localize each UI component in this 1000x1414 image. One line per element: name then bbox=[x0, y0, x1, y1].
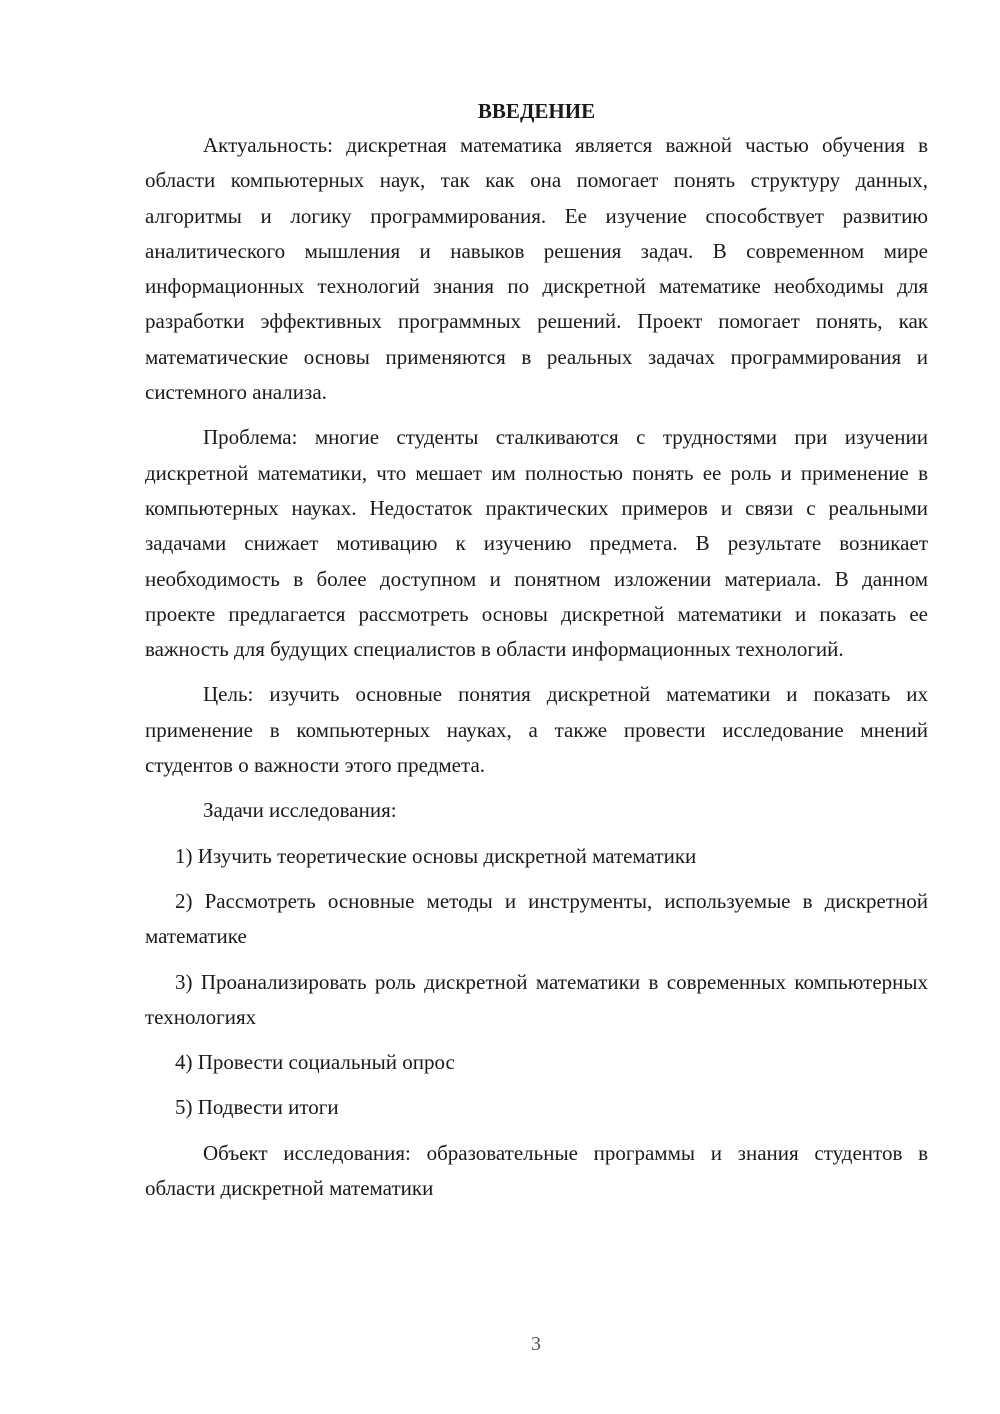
task-item-3: 3) Проанализировать роль дискретной математики в современных компьютерных технологиях bbox=[145, 969, 928, 1029]
task-item-4: 4) Провести социальный опрос bbox=[175, 1050, 455, 1075]
paragraph-problem: Проблема: многие студенты сталкиваются с трудностями при изучении дискретной математики, что мешает им полностью понять ее роль и применение в компьютерных науках. Недостаток практических примеров и связи с реальными задачами снижает мотивацию к изучению предмета. В результате возникает необходимость в более доступном и понятном изложении материала. В данном проекте предлагается рассмотреть основы дискретной математики и показать ее важность для будущих специалистов в области информационных технологий. bbox=[145, 425, 928, 662]
tasks-heading: Задачи исследования: bbox=[203, 798, 397, 823]
section-title: ВВЕДЕНИЕ bbox=[477, 99, 596, 123]
page-number: 3 bbox=[531, 1333, 541, 1355]
paragraph-object: Объект исследования: образовательные программы и знания студентов в области дискретной математики bbox=[145, 1140, 928, 1201]
paragraph-goal: Цель: изучить основные понятия дискретной математики и показать их применение в компьютерных науках, а также провести исследование мнений студентов о важности этого предмета. bbox=[145, 682, 928, 778]
task-item-2: 2) Рассмотреть основные методы и инструменты, используемые в дискретной математике bbox=[145, 888, 928, 949]
paragraph-relevance: Актуальность: дискретная математика является важной частью обучения в области компьютерных наук, так как она помогает понять структуру данных, алгоритмы и логику программирования. Ее изучение способствует развитию аналитического мышления и навыков решения задач. В современном мире информационных технологий знания по дискретной математике необходимы для разработки эффективных программных решений. Проект помогает понять, как математические основы применяются в реальных задачах программирования и системного анализа. bbox=[145, 133, 928, 405]
task-item-5: 5) Подвести итоги bbox=[175, 1095, 339, 1120]
task-item-1: 1) Изучить теоретические основы дискретной математики bbox=[175, 843, 697, 868]
document-page bbox=[145, 96, 928, 1206]
